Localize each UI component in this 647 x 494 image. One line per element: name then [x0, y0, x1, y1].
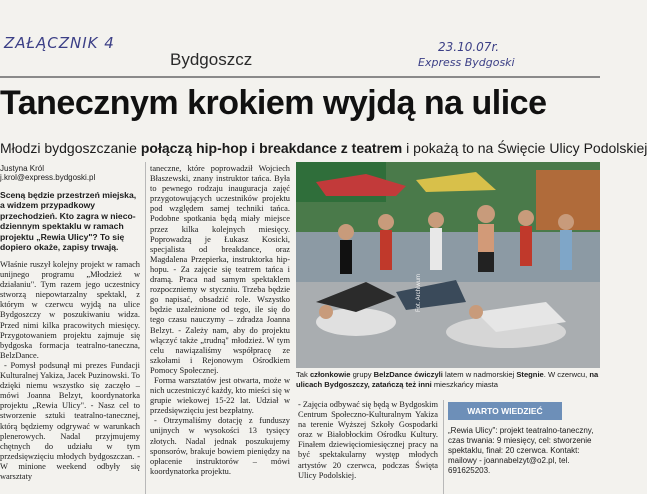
caption-text: latem w nadmorskiej: [442, 370, 517, 379]
subhead-bold: połączą hip-hop i breakdance z teatrem: [140, 140, 403, 156]
lead-paragraph: Sceną będzie przestrzeń miejska, a widzem przypadkowy przechodzień. Kto zagra w nieco-dziennym spektaklu w ramach projektu „Rewia Ulicy"? To się dopiero okaże, zapisy trwają.: [0, 190, 137, 253]
photo-credit: Fot. Archiwum: [416, 273, 422, 312]
photo-caption: [296, 370, 600, 390]
source-annotation: Express Bydgoski: [418, 56, 515, 69]
paragraph: taneczne, które poprowadził Wojciech Błaszewski, znany instruktor tańca. Była to pewnego rodzaju inauguracja zajęć przygotowujących uczestników projektu pod względem samej techniki tańca. Podobne spotkania będą miały miejsce przez kilka kolejnych miesięcy. Poprowadzą je Łukasz Kosicki, specjalista od breakdance, oraz Magdalena Przepierka, instruktorka hip-hopu. - Za zajęcie się teatrem tańca i dramą. Praca nad samym spektaklem rozpoczniemy w styczniu. Trzeba będzie go napisać, obsadzić role. Wszystko będzie uzależnione od tego, ile się do tego czasu nauczymy – zdradza Joanna Belzyt. - Zależy nam, aby do projektu włączyć także „trudną" młodzież. W tym celu nawiązaliśmy współpracę ze szkołami i Rejonowym Ośrodkiem Pomocy Społecznej.: [150, 164, 290, 375]
top-divider: [0, 76, 600, 78]
column-divider: [443, 400, 444, 494]
author-name: Justyna Król: [0, 164, 45, 173]
attachment-annotation: ZAŁĄCZNIK 4: [4, 34, 115, 52]
caption-bold: na ulicach Bydgoszczy, zatańczą też inni: [296, 370, 599, 389]
caption-text: mieszkańcy miasta: [431, 380, 499, 389]
column-3: - Zajęcia odbywać się będą w Bydgoskim Centrum Społeczno-Kulturalnym Yakiza na terenie Wyższej Szkoły Gospodarki oraz w Białobłockim Ośrodku Kultury. Finałem dziewięciomiesięcznej pracy na być spektakularny występ młodych artystów 20 czerwca, podczas Święta Ulicy Podolskiej.: [298, 400, 439, 480]
paragraph: Forma warsztatów jest otwarta, może w nich uczestniczyć każdy, kto mieści się w grupie wiekowej 15-22 lat. Udział w przedsięwzięciu jest bezpłatny.: [150, 375, 290, 416]
dance-photo-illustration: [296, 162, 600, 368]
subhead-part1: Młodzi bydgoszczanie: [0, 140, 141, 156]
info-box-text: „Rewia Ulicy": projekt teatralno-taneczny, czas trwania: 9 miesięcy, cel: stworzenie spektaklu, finał: 20 czerwca. Kontakt: mailowy - joannabelzyt@o2.pl, tel. 691625203.: [448, 426, 594, 475]
paragraph: - Pomysł podsunął mi prezes Fundacji Kulturalnej Yakiza, Jacek Puzinowski. To dzięki niemu wszystko się zaczęło – mówi Joanna Belzyt, koordynatorka projektu „Rewia Ulicy". - Nasz cel to stworzenie sztuki teatralno-tanecznej, którą będziemy odgrywać w warunkach plenerowych. Nadal przyjmujemy chętnych do udziału w tym przedsięwzięciu młodych bydgoszczan. - W minione weekend odbyły się warsztaty: [0, 360, 140, 481]
author-email: j.krol@express.bydgoski.pl: [0, 173, 96, 182]
subheadline: [0, 140, 647, 156]
caption-bold: BelzDance ćwiczyli: [373, 370, 443, 379]
caption-text: Tak: [296, 370, 310, 379]
dance-photo: [296, 162, 600, 368]
caption-text: grupy: [350, 370, 374, 379]
paragraph: - Otrzymaliśmy dotację z funduszy unijnych w wysokości 13 tysięcy złotych. Nadal jednak poszukujemy sponsorów, brakuje bowiem pieniędzy na opłacenie instruktorów – mówi koordynatorka projektu.: [150, 416, 290, 476]
subhead-part2: i pokażą to na Święcie Ulicy Podolskiej: [402, 140, 647, 156]
paragraph: Właśnie ruszył kolejny projekt w ramach unijnego programu „Młodzież w działaniu". Tym razem jego uczestnicy stworzą niepowtarzalny spektakl, z którym w czerwcu wyjdą na ulice Bydgoszczy w poszukiwaniu widza. Przed nimi kilka pracowitych miesięcy. Przygotowaniem projektu zajmuje się bydgoska formacja teatralno-taneczna, BelzDance.: [0, 260, 140, 360]
column-1: [0, 260, 140, 482]
column-2: [150, 164, 290, 477]
headline: Tanecznym krokiem wyjdą na ulice: [0, 84, 547, 122]
column-divider: [145, 162, 146, 494]
byline: [0, 164, 140, 182]
info-box-title: WARTO WIEDZIEĆ: [448, 402, 562, 420]
date-annotation: 23.10.07r.: [438, 40, 500, 54]
caption-bold: członkowie: [309, 370, 351, 379]
caption-text: . W czerwcu,: [543, 370, 590, 379]
caption-bold: Stegnie: [516, 370, 544, 379]
section-title: Bydgoszcz: [170, 50, 253, 69]
